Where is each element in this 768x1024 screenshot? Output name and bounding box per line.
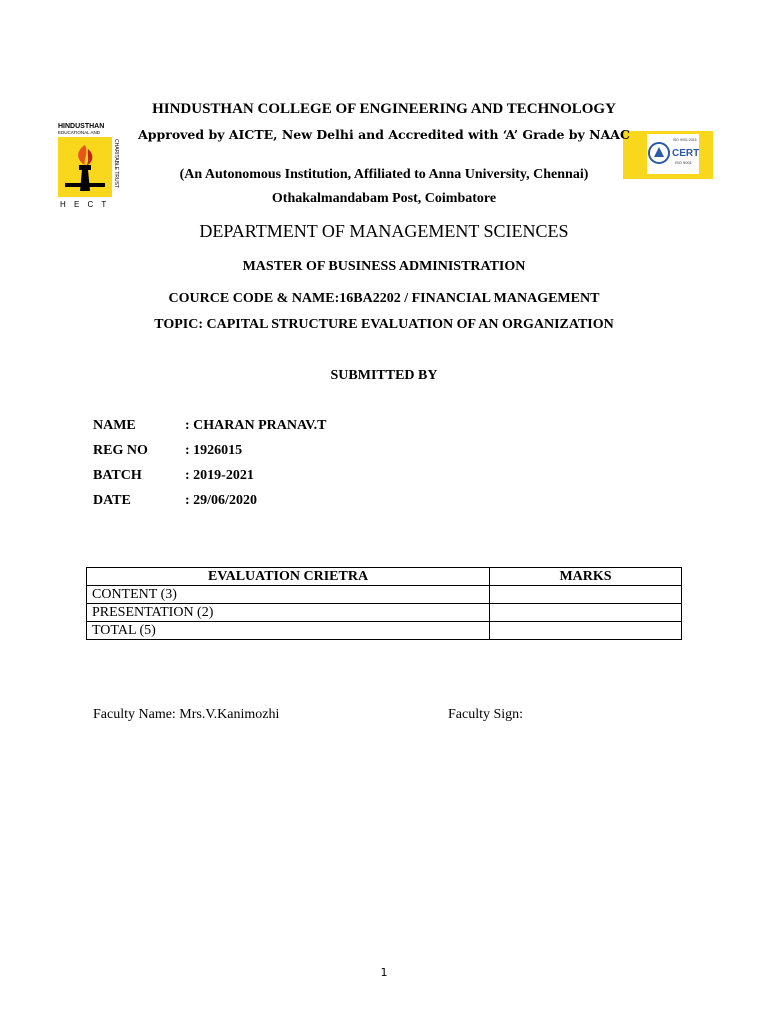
address-line: Othakalmandabam Post, Coimbatore: [271, 191, 497, 206]
evaluation-table: [86, 567, 682, 640]
table-row: [87, 586, 682, 604]
autonomous-line: (An Autonomous Institution, Affiliated to Anna University, Chennai): [179, 167, 589, 182]
svg-text:ISO 9001: ISO 9001: [675, 160, 692, 165]
college-name: HINDUSTHAN COLLEGE OF ENGINEERING AND TECHNOLOGY: [152, 101, 616, 117]
svg-text:H E C T: H E C T: [60, 200, 110, 209]
table-header-row: [87, 568, 682, 586]
page-number: 1: [380, 966, 388, 979]
date-label: DATE: [93, 493, 131, 508]
svg-text:EDUCATIONAL AND: EDUCATIONAL AND: [58, 130, 101, 135]
marks-cell: [490, 604, 682, 622]
name-label: NAME: [93, 418, 136, 433]
name-value: : CHARAN PRANAV.T: [185, 418, 327, 433]
criteria-cell: PRESENTATION (2): [87, 604, 490, 622]
accreditation-line: Approved by AICTE, New Delhi and Accredited with ‘A’ Grade by NAAC: [138, 127, 630, 142]
svg-text:ISO 9001:2015: ISO 9001:2015: [673, 138, 697, 142]
svg-text:CHARITABLE TRUST: CHARITABLE TRUST: [113, 139, 119, 188]
course-line: COURCE CODE & NAME:16BA2202 / FINANCIAL MANAGEMENT: [168, 291, 600, 306]
criteria-header: EVALUATION CRIETRA: [87, 568, 490, 586]
batch-value: : 2019-2021: [185, 468, 254, 483]
degree-title: MASTER OF BUSINESS ADMINISTRATION: [242, 259, 526, 274]
svg-text:CERT: CERT: [672, 148, 700, 159]
reg-no-value: : 1926015: [185, 443, 243, 458]
criteria-cell: CONTENT (3): [87, 586, 490, 604]
table-row: [87, 622, 682, 640]
reg-no-label: REG NO: [93, 443, 148, 458]
marks-header: MARKS: [490, 568, 682, 586]
criteria-cell: TOTAL (5): [87, 622, 490, 640]
submitted-by-heading: SUBMITTED BY: [330, 368, 438, 383]
svg-text:HINDUSTHAN: HINDUSTHAN: [58, 123, 105, 130]
faculty-sign: Faculty Sign:: [448, 707, 524, 722]
faculty-name: Faculty Name: Mrs.V.Kanimozhi: [93, 707, 280, 722]
topic-line: TOPIC: CAPITAL STRUCTURE EVALUATION OF AN ORGANIZATION: [154, 317, 614, 332]
date-value: : 29/06/2020: [185, 493, 257, 508]
table-row: [87, 604, 682, 622]
department-title: DEPARTMENT OF MANAGEMENT SCIENCES: [199, 221, 569, 241]
marks-cell: [490, 586, 682, 604]
marks-cell: [490, 622, 682, 640]
batch-label: BATCH: [93, 468, 142, 483]
